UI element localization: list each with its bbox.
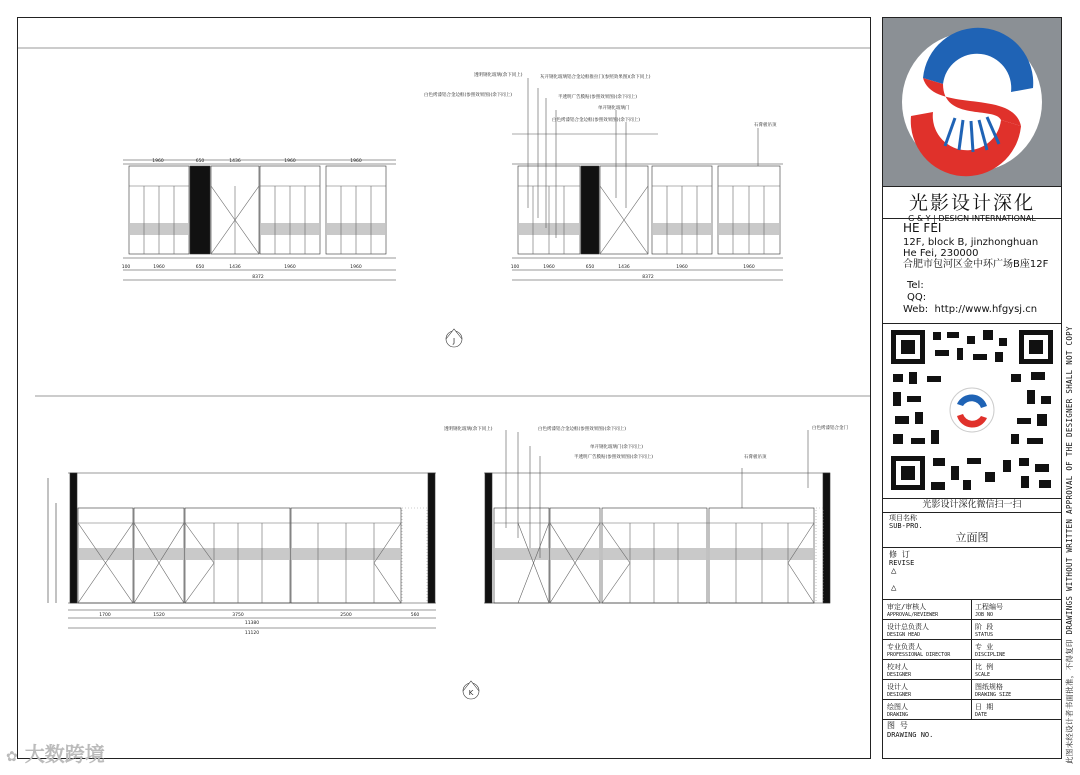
watermark-text: 大数跨境 <box>24 742 105 766</box>
annotation: 石膏板吊顶 <box>754 123 777 128</box>
field-checker-cn: 校对人 <box>887 663 908 671</box>
dim-text: 2500 <box>340 613 352 618</box>
dim-text: 1960 <box>350 159 362 164</box>
field-drafter-en: DRAWING <box>887 712 909 718</box>
dim-text: 1960 <box>284 265 296 270</box>
annotation: 白色烤漆铝合金门 <box>812 426 848 431</box>
qq-label: QQ: <box>907 292 927 303</box>
annotation: 白色烤漆铝合金边框(参照效果图)(余下同上) <box>538 427 627 432</box>
title-block <box>882 17 1062 759</box>
annotation: 半透明广告膜贴(参照效果图)(余下同上) <box>558 95 638 100</box>
brand-cn: 光影设计深化 <box>908 192 1035 214</box>
project-name-cn: 项目名称 <box>889 514 917 522</box>
elevation-j-right <box>512 78 783 280</box>
annotation: 半透明广告膜贴(参照效果图)(余下同上) <box>574 455 654 460</box>
dim-text: 1960 <box>350 265 362 270</box>
field-approval-cn: 审定/审核人 <box>887 603 927 611</box>
field-date-en: DATE <box>975 712 988 718</box>
dim-total: 11120 <box>244 631 260 636</box>
section-label-k: K <box>468 689 474 697</box>
field-design-head-en: DESIGN HEAD <box>887 632 921 638</box>
field-scale-cn: 比 例 <box>975 663 994 671</box>
revise-en: REVISE <box>889 559 915 567</box>
field-job-no-en: JOB NO <box>975 612 994 618</box>
project-name-en: SUB-PRO. <box>889 522 923 530</box>
annotation: 单开钢化玻璃门(余下同上) <box>590 445 644 450</box>
dim-text: 1960 <box>676 265 688 270</box>
annotation: 单开钢化玻璃门 <box>598 106 630 111</box>
revise-cn: 修 订 <box>889 550 910 559</box>
drawing-no-cn: 图 号 <box>887 721 908 730</box>
annotation: 透明钢化玻璃(余下同上) <box>474 73 523 78</box>
field-director-cn: 专业负责人 <box>887 643 922 651</box>
brand-en: G & Y | DESIGN INTERNATIONAL <box>908 214 1036 223</box>
drawing-no-en: DRAWING NO. <box>887 731 934 739</box>
logo-icon <box>883 18 1061 186</box>
sheet-title: 立面图 <box>955 531 989 544</box>
annotation: 白色烤漆铝合金边框(参照效果图)(余下同上) <box>552 118 641 123</box>
dim-text: 1960 <box>153 265 165 270</box>
dim-total: 8372 <box>252 275 264 280</box>
dim-text: 3750 <box>232 613 244 618</box>
dim-text: 1960 <box>543 265 555 270</box>
dim-text: 650 <box>195 265 205 270</box>
dim-text: 1436 <box>229 265 241 270</box>
field-status-cn: 阶 段 <box>975 623 994 631</box>
annotation: 石膏板吊顶 <box>744 455 767 460</box>
field-designer-cn: 设计人 <box>887 683 908 691</box>
field-date-cn: 日 期 <box>975 703 994 711</box>
address-line: 12F, block B, jinzhonghuan <box>903 237 1039 248</box>
dim-text: 1960 <box>743 265 755 270</box>
dim-total: 8372 <box>642 275 654 280</box>
dim-text: 1436 <box>229 159 241 164</box>
dim-text: 1520 <box>153 613 165 618</box>
dim-text: 100 <box>510 265 520 270</box>
copy-notice: 此图未经设计者书面批准，不得复印 DRAWINGS WITHOUT WRITTEN APPROVAL OF THE DESIGNER SHALL NOT COPY <box>1065 326 1074 764</box>
annotation: 透明钢化玻璃(余下同上) <box>444 427 493 432</box>
watermark <box>6 738 105 767</box>
annotation: 白色烤漆铝合金边框(参照效果图)(余下同上) <box>424 93 513 98</box>
drawing-frame <box>17 17 871 759</box>
field-drafter-cn: 绘图人 <box>887 703 908 711</box>
field-status-en: STATUS <box>975 632 994 638</box>
annotation: 灰开钢化玻璃铝合金边框推拉门(参照效果图)(余下同上) <box>540 75 651 80</box>
elevation-k-left <box>48 473 436 628</box>
field-discipline-cn: 专 业 <box>975 643 994 651</box>
field-designer-en: DESIGNER <box>887 692 912 698</box>
address-block <box>903 223 1048 270</box>
tel-label: Tel: <box>907 280 924 291</box>
field-discipline-en: DISCIPLINE <box>975 652 1006 658</box>
address-cn: 合肥市包河区金中环广场B座12F <box>903 259 1049 270</box>
web-link[interactable]: http://www.hfgysj.cn <box>934 304 1038 315</box>
dim-text: 11380 <box>244 621 260 626</box>
dim-text: 1436 <box>618 265 630 270</box>
web-label: Web: <box>903 304 929 315</box>
field-design-head-cn: 设计总负责人 <box>887 623 929 631</box>
field-size-en: DRAWING SIZE <box>975 692 1012 698</box>
dim-text: 1960 <box>284 159 296 164</box>
revision-triangle-icon: △ <box>891 583 897 593</box>
field-job-no-cn: 工程编号 <box>975 603 1003 611</box>
dim-text: 560 <box>410 613 420 618</box>
address-line: He Fei, 230000 <box>903 248 979 259</box>
dim-text: 100 <box>121 265 131 270</box>
watermark-icon: ✿ <box>6 749 18 765</box>
elevation-drawing <box>18 18 870 758</box>
field-checker-en: DESIGNER <box>887 672 912 678</box>
qr-caption: 光影设计深化微信扫一扫 <box>883 498 1061 513</box>
field-scale-en: SCALE <box>975 672 991 678</box>
revision-triangle-icon: △ <box>891 566 897 576</box>
company-logo <box>883 18 1061 187</box>
qr-code <box>887 326 1057 494</box>
city-name: HE FEI <box>903 221 942 235</box>
dim-text: 1700 <box>99 613 111 618</box>
field-approval-en: APPROVAL/REVIEWER <box>887 612 939 618</box>
elevation-j-left <box>123 160 396 280</box>
dim-text: 650 <box>585 265 595 270</box>
dim-text: 650 <box>195 159 205 164</box>
field-size-cn: 图纸规格 <box>975 683 1003 691</box>
elevation-k-right <box>484 430 830 603</box>
section-label-j: J <box>452 337 456 345</box>
field-director-en: PROFESSIONAL DIRECTOR <box>887 652 951 658</box>
dim-text: 1960 <box>152 159 164 164</box>
contact-block <box>903 280 1037 316</box>
